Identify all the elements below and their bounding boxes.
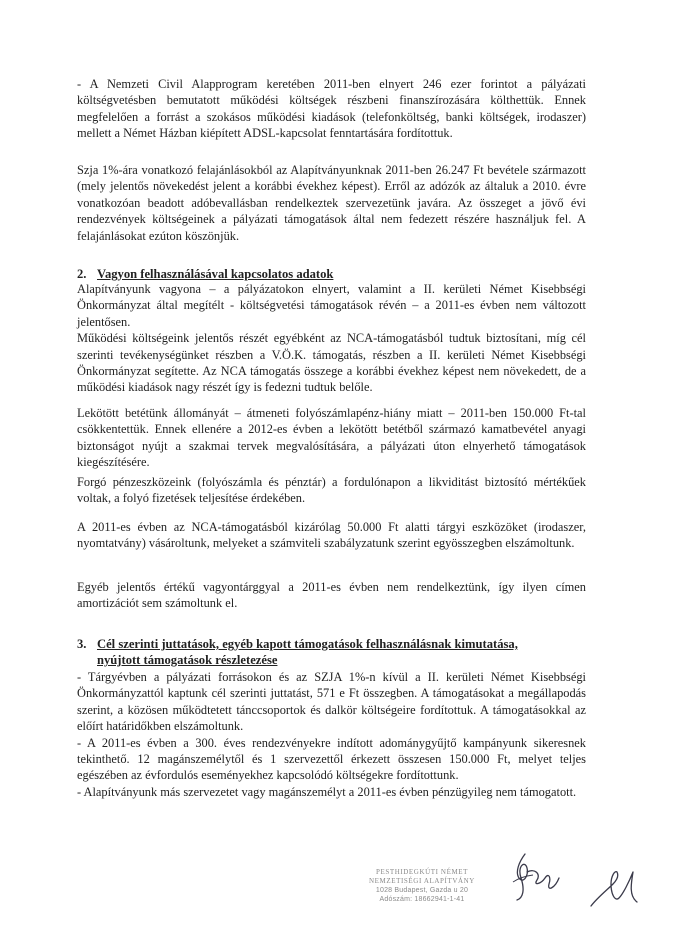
paragraph-text: Alapítványunk vagyona – a pályázatokon elnyert, valamint a II. kerületi Német Kisebbségi Önkormányzat által megítélt - költségvetési támogatások révén – a 2011-es évben nem változott jelentősen. bbox=[77, 282, 586, 329]
organization-stamp bbox=[362, 868, 482, 904]
paragraph-text: - Alapítványunk más szervezetet vagy magánszemélyt a 2011-es évben pénzügyileg nem támogatott. bbox=[77, 784, 577, 799]
paragraph-text: Szja 1%-ára vonatkozó felajánlásokból az Alapítványunknak 2011-ben 26.247 Ft bevétele származott (mely jelentős növekedést jelent a korábbi évekhez képest). Erről az adózók az általuk a 2010. évre vonatkozóan beadott adóbevallásban rendelkeztek szervezetünk javára. Az összeget a jövő évi rendezvények költségeinek a pályázati támogatások által nem fedezett részére használjuk fel. A felajánlásokat ezúton köszönjük. bbox=[77, 163, 586, 243]
section-subtitle: nyújtott támogatások részletezése bbox=[97, 653, 278, 667]
section-3-body bbox=[77, 669, 586, 800]
signature-1 bbox=[505, 848, 565, 904]
section-2-body bbox=[77, 281, 586, 396]
paragraph-text: A 2011-es évben az NCA-támogatásból kizárólag 50.000 Ft alatti tárgyi eszközöket (irodaszer, nyomtatvány) vásároltunk, melyeket a számviteli szabályzatunk szerint egyösszegben elszámoltunk. bbox=[77, 520, 586, 551]
paragraph-text: Lekötött betétünk állományát – átmeneti folyószámlapénz-hiány miatt – 2011-ben 150.000 Ft-tal csökkentettük. Ennek ellenére a 2012-es évben a lekötött betétből származó kamatbevétel anyagi biztonságot nyújt a szakmai tervek megvalósítására, a pályázati úton elnyerhető támogatások kiegészítésére. bbox=[77, 406, 586, 470]
paragraph-text: - A 2011-es évben a 300. éves rendezvényekre indított adománygyűjtő kampányunk sikeresnek tekinthető. 12 magánszemélytől és 1 szervezettől érkezett összesen 150.000 Ft, melyet teljes egészében az évfordulós eseményekhez kapcsolódó költségekre fordítottunk. bbox=[77, 735, 586, 783]
paragraph-text: - A Nemzeti Civil Alapprogram keretében 2011-ben elnyert 246 ezer forintot a pályázati költségvetésben bemutatott működési költségek részbeni finanszírozására költhettük. Ennek megfelelően a forrást a szokásos működési kiadások (telefonköltség, banki költségek, irodaszer) mellett a Német Házban kiépített ADSL-kapcsolat fenntartására fordítottuk. bbox=[77, 77, 586, 141]
paragraph-szja bbox=[77, 162, 586, 244]
section-2-heading bbox=[77, 266, 597, 282]
paragraph-text: Működési költségeink jelentős részét egyébként az NCA-támogatásból tudtuk biztosítani, míg cél szerinti tevékenységünket részben a V.Ö.K. támogatás, részben a II. kerületi Német Kisebbségi Önkormányzat segítette. Az NCA támogatás összege a korábbi évekhez képest nem növekedett, de a működési kiadások nagy részét így is fedezni tudtuk belőle. bbox=[77, 331, 586, 395]
paragraph-text: - Tárgyévben a pályázati forrásokon és az SZJA 1%-n kívül a II. kerületi Német Kisebbségi Önkormányzattól kaptunk cél szerinti juttatást, 571 e Ft összegben. A támogatásokat a megállapodás szerint, a közösen működtetett tánccsoportok és dalkör költségeire fordítottuk. A támogatásokkal az előírt határidőkben elszámoltunk. bbox=[77, 670, 586, 734]
paragraph-text: Forgó pénzeszközeink (folyószámla és pénztár) a fordulónapon a likviditást biztosító mértékűek voltak, a folyó fizetések teljesítése érdekében. bbox=[77, 475, 586, 506]
stamp-line: Adószám: 18662941-1-41 bbox=[379, 896, 465, 903]
stamp-line: PESTHIDEGKÚTI NÉMET bbox=[375, 868, 469, 876]
signature-2 bbox=[585, 862, 645, 912]
paragraph-nca-funding bbox=[77, 76, 586, 142]
section-3-heading bbox=[77, 636, 597, 668]
section-number: 3. bbox=[77, 637, 87, 651]
paragraph-assets bbox=[77, 519, 586, 552]
paragraph-deposit bbox=[77, 405, 586, 471]
section-title: Cél szerinti juttatások, egyéb kapott támogatások felhasználásnak kimutatása, bbox=[97, 637, 518, 651]
paragraph-amortization bbox=[77, 579, 586, 612]
section-number: 2. bbox=[77, 267, 87, 281]
paragraph-liquidity bbox=[77, 474, 586, 507]
stamp-line: 1028 Budapest, Gazda u 20 bbox=[375, 887, 469, 894]
stamp-line: NEMZETISÉGI ALAPÍTVÁNY bbox=[369, 877, 475, 885]
paragraph-text: Egyéb jelentős értékű vagyontárggyal a 2011-es évben nem rendelkeztünk, így ilyen címen amortizációt sem számoltunk el. bbox=[77, 580, 586, 611]
section-title: Vagyon felhasználásával kapcsolatos adatok bbox=[97, 267, 334, 281]
